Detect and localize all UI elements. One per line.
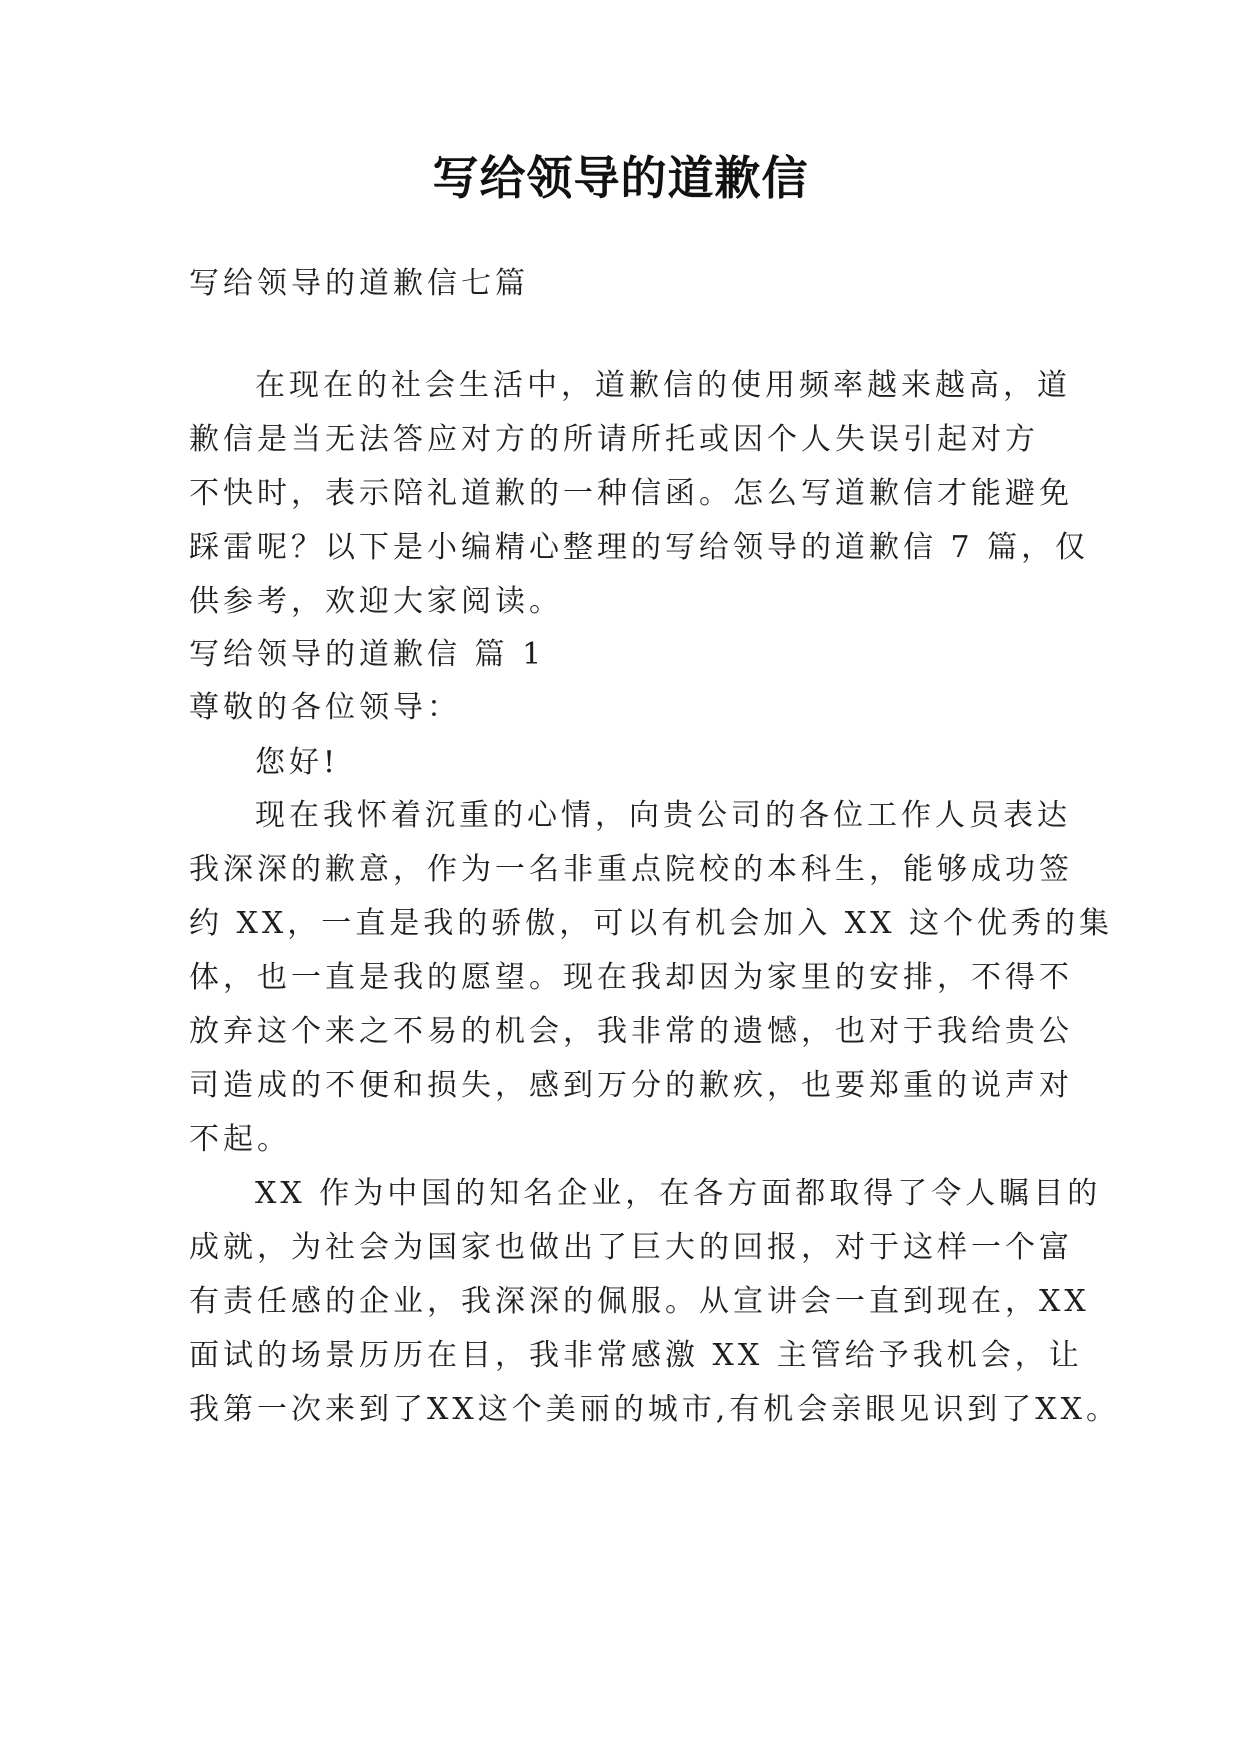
paragraph-line: 约 XX，一直是我的骄傲，可以有机会加入 XX 这个优秀的集 xyxy=(189,906,1114,941)
paragraph-line: 放弃这个来之不易的机会，我非常的遗憾，也对于我给贵公 xyxy=(189,1014,1073,1049)
paragraph-line: 面试的场景历历在目，我非常感激 XX 主管给予我机会，让 xyxy=(189,1338,1083,1373)
intro-line: 不快时，表示陪礼道歉的一种信函。怎么写道歉信才能避免 xyxy=(189,476,1073,511)
paragraph-line: 我第一次来到了XX这个美丽的城市,有机会亲眼见识到了XX。 xyxy=(189,1392,1120,1427)
paragraph-line: XX 作为中国的知名企业，在各方面都取得了令人瞩目的 xyxy=(255,1176,1102,1211)
section-heading: 写给领导的道歉信 篇 1 xyxy=(189,637,546,672)
paragraph-line: 现在我怀着沉重的心情，向贵公司的各位工作人员表达 xyxy=(255,798,1071,833)
document-title: 写给领导的道歉信 xyxy=(432,151,809,205)
paragraph-line: 司造成的不便和损失，感到万分的歉疚，也要郑重的说声对 xyxy=(189,1068,1073,1103)
greeting: 您好! xyxy=(255,745,340,780)
paragraph-line: 体，也一直是我的愿望。现在我却因为家里的安排，不得不 xyxy=(189,960,1073,995)
intro-line: 歉信是当无法答应对方的所请所托或因个人失误引起对方 xyxy=(189,422,1039,457)
intro-line: 供参考，欢迎大家阅读。 xyxy=(189,584,563,619)
salutation: 尊敬的各位领导： xyxy=(189,690,461,725)
paragraph-line: 不起。 xyxy=(189,1122,291,1157)
paragraph-line: 我深深的歉意，作为一名非重点院校的本科生，能够成功签 xyxy=(189,852,1073,887)
intro-line: 在现在的社会生活中，道歉信的使用频率越来越高，道 xyxy=(255,368,1071,403)
intro-line: 踩雷呢？以下是小编精心整理的写给领导的道歉信 7 篇，仅 xyxy=(189,530,1090,565)
paragraph-line: 成就，为社会为国家也做出了巨大的回报，对于这样一个富 xyxy=(189,1230,1073,1265)
paragraph-line: 有责任感的企业，我深深的佩服。从宣讲会一直到现在，XX xyxy=(189,1284,1090,1319)
document-subtitle: 写给领导的道歉信七篇 xyxy=(189,266,529,301)
